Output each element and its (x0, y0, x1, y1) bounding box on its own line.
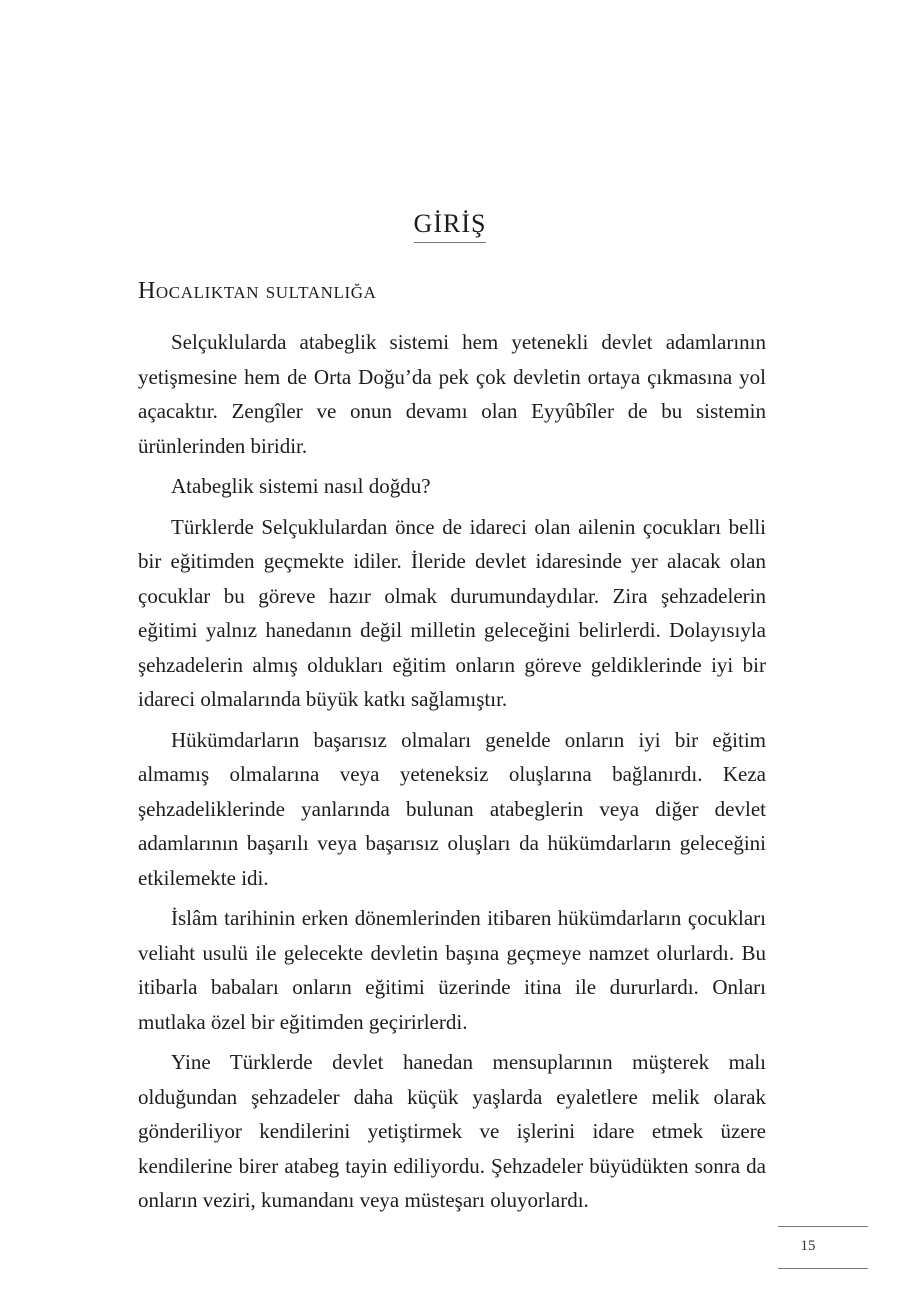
paragraph: Selçuklularda atabeglik sistemi hem yetenekli devlet adamlarının yetişmesine hem de Orta Doğu’da pek çok devletin ortaya çıkmasına yol açacaktır. Zengîler ve onun devamı olan Eyyûbîler de bu sistemin ürünlerinden biridir. (138, 330, 766, 458)
chapter-title: GİRİŞ (414, 209, 487, 243)
paragraph: Atabeglik sistemi nasıl doğdu? (171, 474, 431, 498)
section-heading: Hocalıktan sultanlığa (138, 278, 377, 304)
paragraph: İslâm tarihinin erken dönemlerinden itibaren hükümdarların çocukları veliaht usulü ile gelecekte devletin başına geçmeye namzet olurlardı. Bu itibarla babaları onların eğitimi üzerinde itina ile dururlardı. Onları mutlaka özel bir eğitimden geçirirlerdi. (138, 906, 766, 1034)
footer-rule-top (778, 1226, 868, 1227)
paragraph: Hükümdarların başarısız olmaları genelde onların iyi bir eğitim almamış olmalarına veya yeteneksiz oluşlarına bağlanırdı. Keza şehzadeliklerinde yanlarında bulunan atabeglerin veya diğer devlet adamlarının başarılı veya başarısız oluşları da hükümdarların geleceğini etkilemekte idi. (138, 727, 766, 890)
body-text (138, 325, 766, 1224)
paragraph: Yine Türklerde devlet hanedan mensuplarının müşterek malı olduğundan şehzadeler daha küçük yaşlarda eyaletlere melik olarak gönderiliyor kendilerini yetiştirmek ve işlerini idare etmek üzere kendilerine birer atabeg tayin ediliyordu. Şehzadeler büyüdükten sonra da onların veziri, kumandanı veya müsteşarı oluyorlardı. (138, 1050, 766, 1212)
footer-rule-bottom (778, 1268, 868, 1269)
paragraph: Türklerde Selçuklulardan önce de idareci olan ailenin çocukları belli bir eğitimden geçmekte idiler. İleride devlet idaresinde yer alacak olan çocuklar bu göreve hazır olmak durumundaydılar. Zira şehzadelerin eğitimi yalnız hanedanın değil milletin geleceğini belirlerdi. Dolayısıyla şehzadelerin almış oldukları eğitim onların göreve geldiklerinde iyi bir idareci olmalarında büyük katkı sağlamıştır. (138, 514, 766, 711)
chapter-title-block (0, 209, 900, 243)
page-number: 15 (800, 1238, 816, 1254)
